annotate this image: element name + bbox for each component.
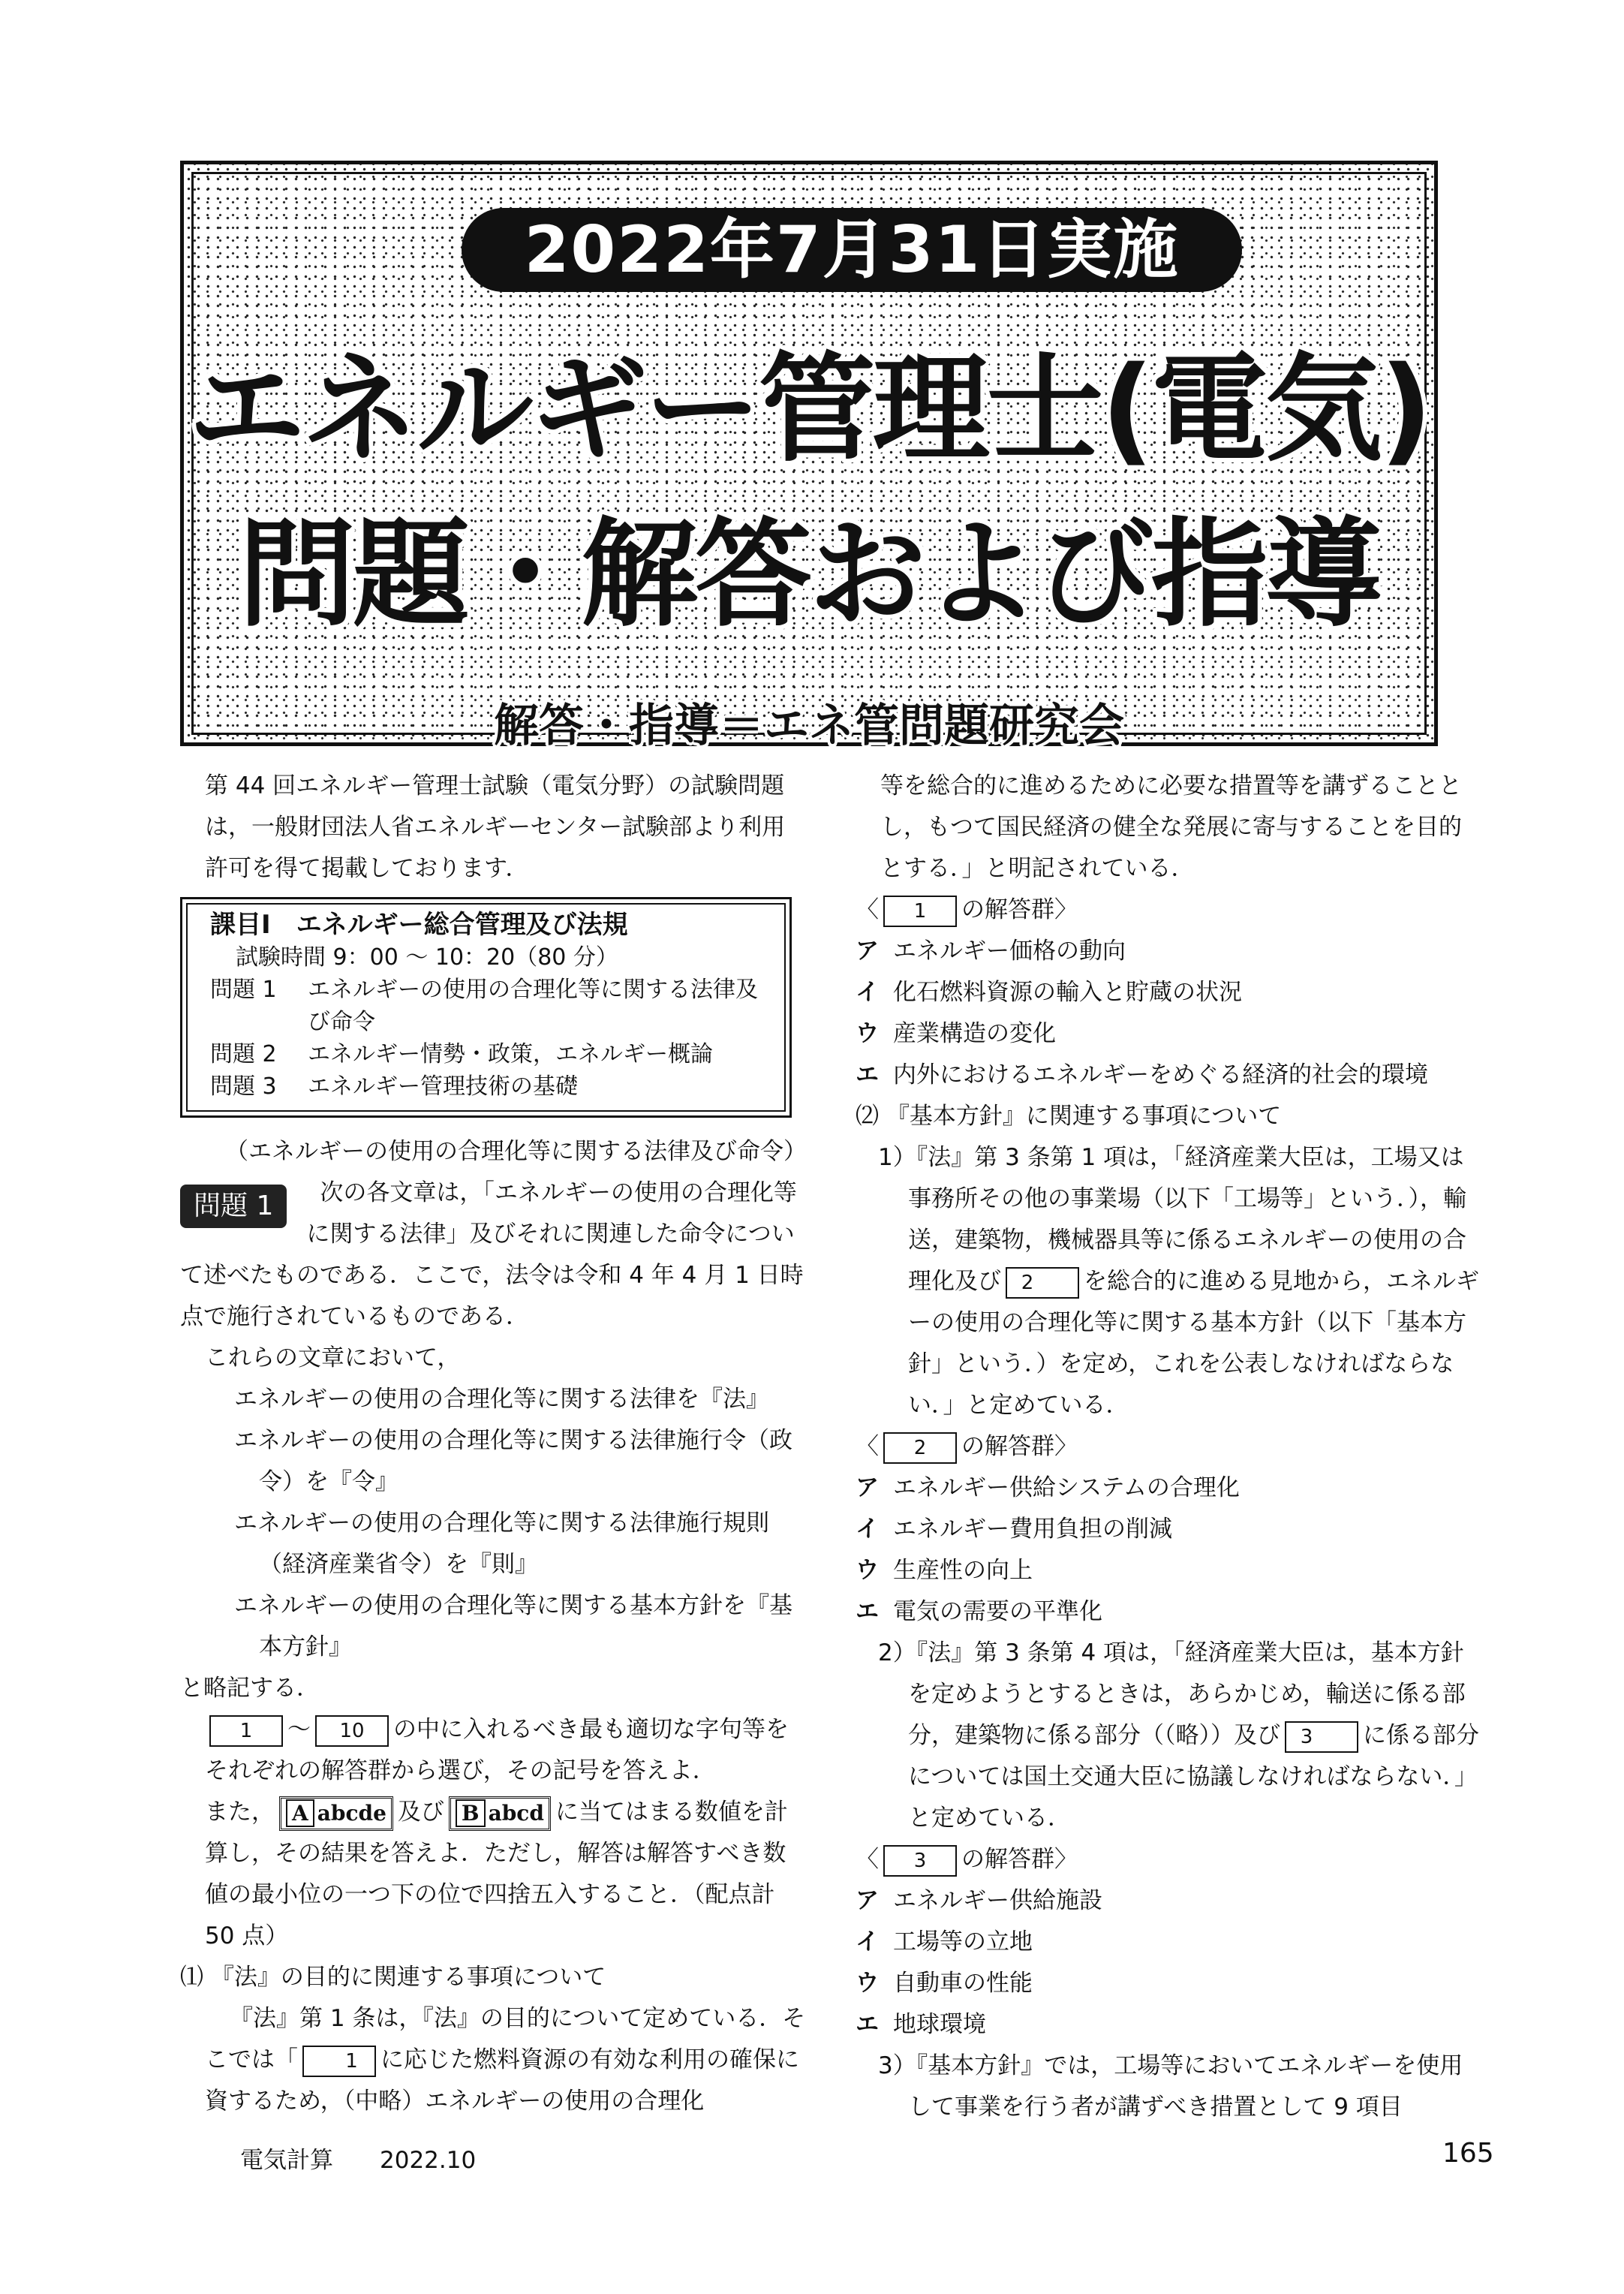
question-lead: 問題 1 次の各文章は，「エネルギーの使用の合理化等に関する法律」及びそれに関連した命令について述べたものである．ここで，法令は令和 4 年 4 月 1 日時点で施行されているものである． (180, 1179, 804, 1330)
section-label: （エネルギーの使用の合理化等に関する法律及び命令） (225, 1138, 807, 1165)
blank-box: 1 (302, 2046, 376, 2077)
instruction-1: 1 ～ 10 の中に入れるべき最も適切な字句等をそれぞれの解答群から選び，その記号を答えよ． (205, 1716, 789, 1784)
answer-option: イ 工場等の立地 (856, 1928, 1033, 1955)
exam-time: 試験時間 9：00 ～ 10：20（80 分） (236, 944, 618, 971)
answer-option: イ エネルギー費用負担の削減 (856, 1516, 1172, 1543)
answer-option: エ 内外におけるエネルギーをめぐる経済的社会的環境 (856, 1061, 1428, 1088)
part2-heading: ⑵ 『基本方針』に関連する事項について (856, 1103, 1282, 1130)
answer-option: エ 地球環境 (856, 2011, 986, 2038)
byline: 解答・指導＝エネ管問題研究会 (494, 700, 1124, 752)
subject-box (180, 897, 792, 1118)
abbreviation-item: エネルギーの使用の合理化等に関する法律を『法』 (234, 1386, 769, 1413)
part1-text-continued: 等を総合的に進めるために必要な措置等を講ずることとし，もつて国民経済の健全な発展に寄与することを目的とする．」と明記されている． (880, 772, 1462, 882)
answer-group-label: 〈 2 の解答群〉 (856, 1426, 1482, 1468)
part1-text: 『法』第 1 条は，『法』の目的について定めている．そこでは「 1 に応じた燃料資源の有効な利用の確保に資するため，（中略）エネルギーの使用の合理化 (205, 2005, 806, 2115)
answer-option: ア エネルギー供給施設 (856, 1887, 1102, 1914)
part2-item2: 2）『法』第 3 条第 4 項は，「経済産業大臣は，基本方針を定めようとするときは，あらかじめ，輸送に係る部分，建築物に係る部分（（略））及び 3 に係る部分については国土交通大臣に協議しなければならない．」と定めている． (878, 1639, 1479, 1832)
question-badge: 問題 1 (180, 1185, 287, 1228)
answer-option: イ 化石燃料資源の輸入と貯蔵の状況 (856, 979, 1242, 1006)
magazine-issue: 電気計算 2022.10 (240, 2147, 477, 2174)
blank-box: 2 (1006, 1267, 1079, 1299)
abbreviation-item: エネルギーの使用の合理化等に関する法律施行規則（経済産業省令）を『則』 (234, 1510, 769, 1578)
right-column (856, 766, 1482, 2128)
instruction-2: また， A abcde 及び B abcd に当てはまる数値を計算し，その結果を答えよ．ただし，解答は解答すべき数値の最小位の一つ下の位で四捨五入すること．（配点計 50 点） (180, 1792, 807, 1957)
main-title-line2: 問題・解答および指導 (239, 506, 1379, 643)
answer-option: ウ 自動車の性能 (856, 1970, 1033, 1997)
abbreviation-item: エネルギーの使用の合理化等に関する基本方針を『基本方針』 (234, 1592, 792, 1660)
abbreviation-item: エネルギーの使用の合理化等に関する法律施行令（政令）を『令』 (234, 1427, 792, 1495)
subject-item: 問題 1 エネルギーの使用の合理化等に関する法律及び命令 (210, 977, 758, 1035)
answer-group-label: 〈 1 の解答群〉 (856, 890, 1482, 931)
answer-option: エ 電気の需要の平準化 (856, 1598, 1102, 1625)
blank-box: 3 (1285, 1721, 1358, 1753)
left-column (180, 766, 807, 2122)
answer-option: ウ 産業構造の変化 (856, 1020, 1056, 1047)
subject-item: 問題 3 エネルギー管理技術の基礎 (210, 1073, 578, 1100)
answer-option: ウ 生産性の向上 (856, 1557, 1033, 1584)
answer-option: ア エネルギー価格の動向 (856, 938, 1126, 965)
subject-item: 問題 2 エネルギー情勢・政策，エネルギー概論 (210, 1041, 713, 1067)
subject-heading: 課目Ⅰ エネルギー総合管理及び法規 (210, 910, 628, 940)
main-title-line1: エネルギー管理士(電気) (188, 341, 1430, 477)
answer-option: ア エネルギー供給システムの合理化 (856, 1474, 1240, 1501)
intro-paragraph: 第 44 回エネルギー管理士試験（電気分野）の試験問題は，一般財団法人省エネルギーセンター試験部より利用許可を得て掲載しております． (205, 772, 786, 882)
exam-date-badge: 2022年7月31日実施 (462, 208, 1242, 292)
answer-group-label: 〈 3 の解答群〉 (856, 1839, 1482, 1880)
part2-item1: 1）『法』第 3 条第 1 項は，「経済産業大臣は，工場又は事務所その他の事業場（以下「工場等」という．），輸送，建築物，機械器具等に係るエネルギーの使用の合理化及び 2 を総合的に進める見地から，エネルギーの使用の合理化等に関する基本方針（以下「基本方針」という．）を定め，これを公表しなければならない．」と定めている． (878, 1144, 1479, 1419)
part1-heading: ⑴ 『法』の目的に関連する事項について (180, 1964, 606, 1991)
blank-box: 1 (209, 1715, 283, 1747)
blank-box: 10 (315, 1715, 389, 1747)
title-banner (180, 161, 1438, 752)
part2-item3: 3）『基本方針』では，工場等においてエネルギーを使用して事業を行う者が講ずべき措置として 9 項目 (878, 2052, 1463, 2121)
these-sentences: これらの文章において， (205, 1344, 461, 1371)
blank-b-box: B abcd (449, 1796, 551, 1831)
abbreviation-end: と略記する． (180, 1675, 320, 1702)
page-number: 165 (1442, 2138, 1494, 2169)
blank-a-box: A abcde (279, 1796, 393, 1831)
